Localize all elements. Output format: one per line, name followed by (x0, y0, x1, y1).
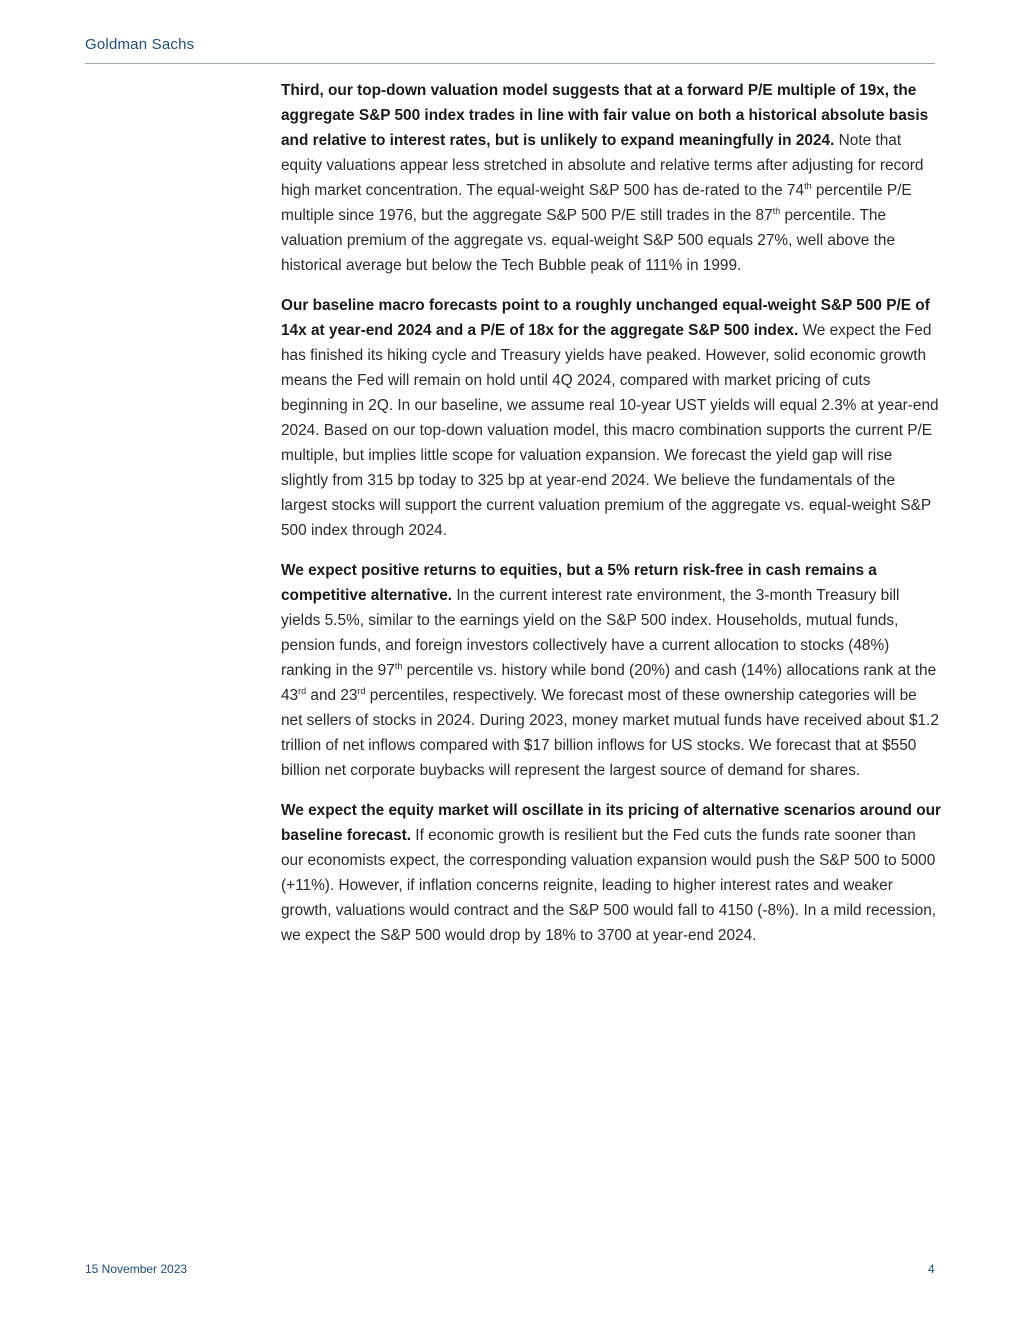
paragraph-lead: We expect positive returns to equities, but a 5% return risk-free in cash remains a competitive alternative. (281, 562, 877, 604)
superscript: th (804, 180, 812, 191)
page-number: 4 (928, 1262, 935, 1276)
paragraph-text: percentile vs. history while bond (20%) and cash (14%) allocations rank at the 43 (281, 662, 937, 704)
paragraph-text: percentile. The valuation premium of the aggregate vs. equal-weight S&P 500 equals 27%, well above the historical average but below the Tech Bubble peak of 111% in 1999. (281, 207, 896, 274)
paragraph-lead: Our baseline macro forecasts point to a roughly unchanged equal-weight S&P 500 P/E of 14x at year-end 2024 and a P/E of 18x for the aggregate S&P 500 index. (281, 297, 930, 339)
paragraph-baseline-macro (281, 293, 941, 543)
superscript: th (394, 660, 403, 671)
paragraph-text: percentile P/E multiple since 1976, but the aggregate S&P 500 P/E still trades in the 87 (281, 182, 912, 224)
paragraph-text: Note that equity valuations appear less stretched in absolute and relative terms after adjusting for record high market concentration. The equal-weight S&P 500 has de-rated to the 74 (281, 132, 924, 199)
paragraph-text: If economic growth is resilient but the Fed cuts the funds rate sooner than our economists expect, the corresponding valuation expansion would push the S&P 500 to 5000 (+11%). However, if inflation concerns reignite, leading to higher interest rates and weaker growth, valuations would contract and the S&P 500 would fall to 4150 (-8%). In a mild recession, we expect the S&P 500 would drop by 18% to 3700 at year-end 2024. (281, 827, 937, 944)
paragraph-lead: We expect the equity market will oscillate in its pricing of alternative scenarios around our baseline forecast. (281, 802, 941, 844)
paragraph-text: We expect the Fed has finished its hiking cycle and Treasury yields have peaked. However, solid economic growth means the Fed will remain on hold until 4Q 2024, compared with market pricing of cuts beginning in 2Q. In our baseline, we assume real 10-year UST yields will equal 2.3% at year-end 2024. Based on our top-down valuation model, this macro combination supports the current P/E multiple, but implies little scope for valuation expansion. We forecast the yield gap will rise slightly from 315 bp today to 325 bp at year-end 2024. We believe the fundamentals of the largest stocks will support the current valuation premium of the aggregate vs. equal-weight S&P 500 index through 2024. (281, 322, 939, 539)
superscript: th (772, 205, 781, 216)
paragraph-text: percentiles, respectively. We forecast most of these ownership categories will be net sellers of stocks in 2024. During 2023, money market mutual funds have received about $1.2 trillion of net inflows compared with $17 billion inflows for US stocks. We forecast that at $550 billion net corporate buybacks will represent the largest source of demand for shares. (281, 687, 939, 779)
header-divider (85, 63, 935, 64)
superscript: rd (298, 685, 307, 696)
body-column (281, 78, 941, 963)
paragraph-valuation-model (281, 78, 941, 278)
superscript: rd (357, 685, 366, 696)
paragraph-positive-returns (281, 558, 941, 783)
paragraph-scenarios (281, 798, 941, 948)
footer-date: 15 November 2023 (85, 1262, 188, 1276)
header-brand: Goldman Sachs (85, 36, 195, 53)
paragraph-text: In the current interest rate environment, the 3-month Treasury bill yields 5.5%, similar to the earnings yield on the S&P 500 index. Households, mutual funds, pension funds, and foreign investors collectively have a current allocation to stocks (48%) ranking in the 97 (281, 587, 900, 679)
paragraph-lead: Third, our top-down valuation model suggests that at a forward P/E multiple of 19x, the aggregate S&P 500 index trades in line with fair value on both a historical absolute basis and relative to interest rates, but is unlikely to expand meaningfully in 2024. (281, 82, 929, 149)
paragraph-text: and 23 (306, 687, 358, 704)
